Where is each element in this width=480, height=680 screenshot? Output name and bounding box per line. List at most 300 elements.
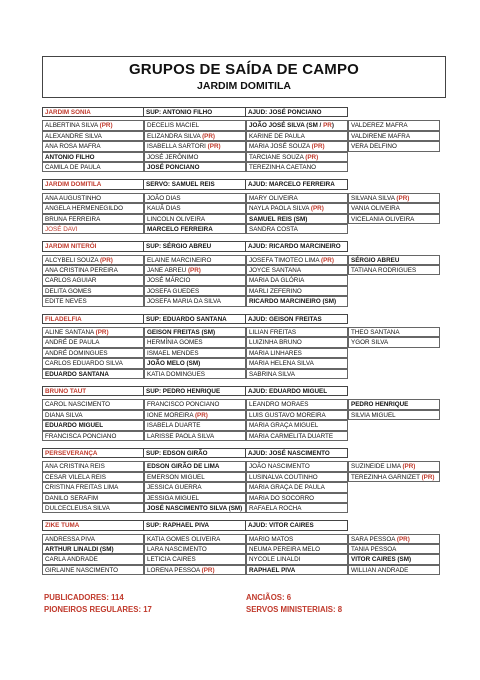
pioneer-tag: (PR) <box>320 256 334 264</box>
member-cell <box>42 296 144 306</box>
empty-cell <box>348 286 440 296</box>
member-name: KATIA DOMINGUES <box>147 370 205 378</box>
member-name: MARIA CARMELITA DUARTE <box>249 432 334 440</box>
empty-cell <box>348 369 440 379</box>
member-cell <box>144 214 246 224</box>
member-name: MARIA DA GLÓRIA <box>249 277 305 285</box>
member-cell <box>42 275 144 285</box>
member-name: LINCOLN OLIVEIRA <box>147 215 206 223</box>
empty-cell <box>348 358 440 368</box>
group-header-row <box>42 520 448 530</box>
member-name: GEISON FREITAS (SM) <box>147 329 216 337</box>
member-cell <box>42 554 144 564</box>
empty-cell <box>348 275 440 285</box>
pioneer-tag: (PR) <box>311 143 325 151</box>
member-cell <box>144 265 246 275</box>
member-cell <box>144 255 246 265</box>
member-row <box>42 120 448 130</box>
pioneer-tag: PR <box>323 122 332 130</box>
member-cell <box>348 141 440 151</box>
member-cell <box>42 461 144 471</box>
member-cell <box>144 193 246 203</box>
pioneer-tag: (PR) <box>421 473 435 481</box>
member-cell <box>246 327 348 337</box>
member-row <box>42 286 448 296</box>
member-cell <box>42 327 144 337</box>
member-cell <box>144 554 246 564</box>
member-cell <box>42 214 144 224</box>
publicadores-count: PUBLICADORES: 114 <box>44 593 124 602</box>
member-name: MARIO MATOS <box>249 535 294 543</box>
member-cell <box>144 296 246 306</box>
group-block <box>42 314 448 379</box>
member-cell <box>144 152 246 162</box>
member-name: LARISSE PAOLA SILVA <box>147 432 215 440</box>
member-cell <box>246 141 348 151</box>
pioneer-tag: (PR) <box>187 267 201 275</box>
group-name: BRUNO TAUT <box>42 386 144 396</box>
member-cell <box>348 410 440 420</box>
member-cell <box>144 348 246 358</box>
member-cell <box>42 131 144 141</box>
group-assistant: AJUD: GEISON FREITAS <box>246 314 348 324</box>
member-name: VANIA OLIVEIRA <box>351 205 400 213</box>
header-spacer <box>348 107 440 117</box>
member-cell <box>144 420 246 430</box>
pioneer-tag: (PR) <box>310 205 324 213</box>
member-cell <box>42 420 144 430</box>
member-cell <box>246 152 348 162</box>
member-row <box>42 534 448 544</box>
group-assistant: AJUD: RICARDO MARCINEIRO <box>246 241 348 251</box>
member-cell <box>246 399 348 409</box>
member-row <box>42 482 448 492</box>
member-name: ALCYBELI SOUZA <box>45 256 100 264</box>
member-cell <box>144 327 246 337</box>
member-cell <box>144 410 246 420</box>
member-name: MARLI ZEFERINO <box>249 287 302 295</box>
member-name: DIANA SILVA <box>45 411 83 419</box>
member-cell <box>42 152 144 162</box>
empty-cell <box>348 348 440 358</box>
member-name: FRANCISCA PONCIANO <box>45 432 117 440</box>
header-spacer <box>348 179 440 189</box>
member-cell <box>144 120 246 130</box>
member-row <box>42 265 448 275</box>
member-name: ANTONIO FILHO <box>45 153 95 161</box>
member-cell <box>42 348 144 358</box>
member-name: DULCECLEUSA SILVA <box>45 504 110 512</box>
member-name: LORENA PESSOA <box>147 566 202 574</box>
empty-cell <box>348 152 440 162</box>
group-block <box>42 107 448 172</box>
member-name: JOÃO NASCIMENTO <box>249 463 310 471</box>
member-row <box>42 141 448 151</box>
member-cell <box>348 565 440 575</box>
member-cell <box>246 493 348 503</box>
group-name: JARDIM SONIA <box>42 107 144 117</box>
member-name-end: ) <box>331 122 334 130</box>
member-name: SABRINA SILVA <box>249 370 295 378</box>
group-supervisor: SUP: RAPHAEL PIVA <box>144 520 246 530</box>
member-name: SARA PESSOA <box>351 535 397 543</box>
member-name: LUIZINHA BRUNO <box>249 339 302 347</box>
empty-cell <box>348 503 440 513</box>
member-name: SUZINEIDE LIMA <box>351 463 403 471</box>
member-name: RAFAELA ROCHA <box>249 504 302 512</box>
member-cell <box>348 399 440 409</box>
member-name: CAMILA DE PAULA <box>45 163 101 171</box>
member-cell <box>42 358 144 368</box>
member-name: MARY OLIVEIRA <box>249 194 298 202</box>
member-cell <box>42 265 144 275</box>
member-row <box>42 214 448 224</box>
member-row <box>42 337 448 347</box>
member-name: ANDRÉ DOMINGUES <box>45 349 108 357</box>
pioneer-tag: (PR) <box>305 153 319 161</box>
member-name: NYCOLE LINALDI <box>249 556 301 564</box>
member-cell <box>246 369 348 379</box>
member-name: JOSÉ PONCIANO <box>147 163 200 171</box>
member-name: JOYCE SANTANA <box>249 267 302 275</box>
member-cell <box>246 162 348 172</box>
member-cell <box>144 503 246 513</box>
member-cell <box>246 348 348 358</box>
member-name: CESAR VILELA REIS <box>45 473 106 481</box>
member-name: LUSINALVA COUTINHO <box>249 473 318 481</box>
member-name: ANA CRISTINA PEREIRA <box>45 267 118 275</box>
member-row <box>42 296 448 306</box>
member-name: SILVANA SILVA <box>351 194 397 202</box>
member-name: ELAINE MARCINEIRO <box>147 256 212 264</box>
pioneer-tag: (PR) <box>402 463 416 471</box>
group-block <box>42 448 448 513</box>
member-name: EMERSON MIGUEL <box>147 473 205 481</box>
member-name: JOSEFA TIMOTEO LIMA <box>249 256 321 264</box>
member-cell <box>42 141 144 151</box>
member-name: ANA AUGUSTINHO <box>45 194 101 202</box>
member-cell <box>42 565 144 575</box>
header-spacer <box>348 386 440 396</box>
member-name: JOSÉ DAVI <box>45 225 78 233</box>
member-row <box>42 327 448 337</box>
member-cell <box>348 554 440 564</box>
member-cell <box>348 544 440 554</box>
member-name: THEO SANTANA <box>351 329 400 337</box>
member-cell <box>144 472 246 482</box>
member-cell <box>246 214 348 224</box>
group-name: JARDIM DOMITILA <box>42 179 144 189</box>
member-row <box>42 544 448 554</box>
member-cell <box>42 286 144 296</box>
member-cell <box>42 255 144 265</box>
member-row <box>42 565 448 575</box>
member-cell <box>42 410 144 420</box>
member-cell <box>144 493 246 503</box>
member-name: LUIS GUSTAVO MOREIRA <box>249 411 326 419</box>
member-cell <box>144 286 246 296</box>
member-name: ANA ROSA MAFRA <box>45 143 101 151</box>
group-block <box>42 386 448 441</box>
group-block <box>42 179 448 234</box>
member-cell <box>42 369 144 379</box>
member-name: ALBERTINA SILVA <box>45 122 100 130</box>
member-cell <box>348 203 440 213</box>
member-name: WILLIAN ANDRADE <box>351 566 409 574</box>
member-name: ANGELA HERMENEGILDO <box>45 205 124 213</box>
group-name: ZIKE TUMA <box>42 520 144 530</box>
servos-count: SERVOS MINISTERIAIS: 8 <box>246 605 343 614</box>
member-name: JOSEFA GUEDES <box>147 287 200 295</box>
member-cell <box>144 162 246 172</box>
member-cell <box>42 120 144 130</box>
group-supervisor: SERVO: SAMUEL REIS <box>144 179 246 189</box>
member-cell <box>144 358 246 368</box>
member-name: MARCELO FERREIRA <box>147 225 213 233</box>
member-cell <box>144 224 246 234</box>
member-row <box>42 131 448 141</box>
member-name: JOÃO JOSÉ SILVA (SM / <box>249 122 324 130</box>
member-cell <box>42 482 144 492</box>
member-cell <box>246 275 348 285</box>
member-cell <box>42 337 144 347</box>
member-cell <box>348 337 440 347</box>
member-cell <box>144 369 246 379</box>
member-cell <box>144 431 246 441</box>
group-supervisor: SUP: SÉRGIO ABREU <box>144 241 246 251</box>
group-block <box>42 241 448 306</box>
member-name: JANE ABREU <box>147 267 188 275</box>
group-header-row <box>42 179 448 189</box>
member-cell <box>144 275 246 285</box>
member-name: TEREZINHA GARNIZET <box>351 473 422 481</box>
member-cell <box>42 503 144 513</box>
member-name: KARINE DE PAULA <box>249 132 305 140</box>
member-name: TARCIANE SOUZA <box>249 153 306 161</box>
member-cell <box>348 193 440 203</box>
member-name: JOSÉ MÁRCIO <box>147 277 191 285</box>
group-name: PERSEVERANÇA <box>42 448 144 458</box>
member-name: PEDRO HENRIQUE <box>351 401 409 409</box>
pioneiros-count: PIONEIROS REGULARES: 17 <box>44 605 152 614</box>
member-name: SÉRGIO ABREU <box>351 256 400 264</box>
group-assistant: AJUD: MARCELO FERREIRA <box>246 179 348 189</box>
member-cell <box>246 554 348 564</box>
empty-cell <box>348 431 440 441</box>
member-cell <box>246 534 348 544</box>
member-cell <box>246 461 348 471</box>
member-name: ANA CRISTINA REIS <box>45 463 105 471</box>
member-name: CARLOS EDUARDO SILVA <box>45 360 123 368</box>
title-box <box>42 56 446 98</box>
member-name: ALEXANDRE SILVA <box>45 132 102 140</box>
member-cell <box>348 472 440 482</box>
member-row <box>42 503 448 513</box>
member-name: JOÃO DIAS <box>147 194 181 202</box>
member-row <box>42 358 448 368</box>
member-cell <box>246 472 348 482</box>
anciaos-count: ANCIÃOS: 6 <box>246 593 292 602</box>
member-cell <box>144 565 246 575</box>
member-name: JOSÉ NASCIMENTO SILVA (SM) <box>147 504 243 512</box>
member-cell <box>42 534 144 544</box>
header-spacer <box>348 241 440 251</box>
member-name: IONE MOREIRA <box>147 411 195 419</box>
member-cell <box>246 296 348 306</box>
member-name: MARIA HELENA SILVA <box>249 360 314 368</box>
member-name: GIRLAINE NASCIMENTO <box>45 566 119 574</box>
member-row <box>42 152 448 162</box>
member-cell <box>246 565 348 575</box>
member-name: RAPHAEL PIVA <box>249 566 296 574</box>
pioneer-tag: (PR) <box>99 256 113 264</box>
member-name: LILIAN FREITAS <box>249 329 297 337</box>
member-name: DECELIS MACIEL <box>147 122 200 130</box>
member-name: CAROL NASCIMENTO <box>45 401 111 409</box>
member-name: EDUARDO SANTANA <box>45 370 109 378</box>
member-cell <box>144 482 246 492</box>
member-name: VALDEREZ MAFRA <box>351 122 408 130</box>
member-name: NAYLA PAOLA SILVA <box>249 205 311 213</box>
member-cell <box>348 131 440 141</box>
member-row <box>42 472 448 482</box>
pioneer-tag: (PR) <box>194 411 208 419</box>
member-cell <box>348 327 440 337</box>
member-cell <box>144 141 246 151</box>
member-row <box>42 493 448 503</box>
member-cell <box>246 265 348 275</box>
member-cell <box>246 337 348 347</box>
group-assistant: AJUD: EDUARDO MIGUEL <box>246 386 348 396</box>
member-cell <box>348 461 440 471</box>
member-name: VICELANIA OLIVEIRA <box>351 215 415 223</box>
member-cell <box>144 461 246 471</box>
empty-cell <box>348 224 440 234</box>
member-name: LARA NASCIMENTO <box>147 546 207 554</box>
member-name: EDITE NEVES <box>45 298 87 306</box>
member-name: MARIA DO SOCORRO <box>249 494 315 502</box>
member-name: MARIA GRAÇA MIGUEL <box>249 422 319 430</box>
member-name: FRANCISCO PONCIANO <box>147 401 220 409</box>
member-name: DANILO SERAFIM <box>45 494 99 502</box>
member-cell <box>144 399 246 409</box>
member-cell <box>246 193 348 203</box>
member-cell <box>246 358 348 368</box>
member-name: RICARDO MARCINEIRO (SM) <box>249 298 337 306</box>
member-cell <box>144 131 246 141</box>
member-name: CRISTINA FREITAS LIMA <box>45 484 119 492</box>
group-block <box>42 520 448 575</box>
member-name: ISMAEL MENDES <box>147 349 199 357</box>
group-header-row <box>42 107 448 117</box>
member-row <box>42 554 448 564</box>
group-assistant: AJUD: JOSÉ NASCIMENTO <box>246 448 348 458</box>
member-row <box>42 224 448 234</box>
group-assistant: AJUD: JOSÉ PONCIANO <box>246 107 348 117</box>
pioneer-tag: (PR) <box>207 143 221 151</box>
member-name: ELIZANDRA SILVA <box>147 132 203 140</box>
member-row <box>42 348 448 358</box>
member-cell <box>42 399 144 409</box>
member-name: HERMÍNIA GOMES <box>147 339 203 347</box>
member-name: VALDIRENE MAFRA <box>351 132 411 140</box>
member-cell <box>246 224 348 234</box>
group-header-row <box>42 241 448 251</box>
member-cell <box>348 120 440 130</box>
group-supervisor: SUP: ANTONIO FILHO <box>144 107 246 117</box>
member-name: JOÃO MELO (SM) <box>147 360 201 368</box>
member-cell <box>144 534 246 544</box>
member-cell <box>246 203 348 213</box>
member-name: YGOR SILVA <box>351 339 389 347</box>
member-row <box>42 369 448 379</box>
empty-cell <box>348 162 440 172</box>
group-name: FILADELFIA <box>42 314 144 324</box>
pioneer-tag: (PR) <box>201 566 215 574</box>
member-cell <box>42 203 144 213</box>
member-name: JOSEFA MARIA DA SILVA <box>147 298 221 306</box>
member-cell <box>348 255 440 265</box>
member-name: NEUMA PEREIRA MELO <box>249 546 321 554</box>
member-cell <box>42 224 144 234</box>
member-name: JESSICA GUERRA <box>147 484 202 492</box>
group-header-row <box>42 314 448 324</box>
member-name: CARLOS AGUIAR <box>45 277 97 285</box>
member-cell <box>246 120 348 130</box>
member-cell <box>42 162 144 172</box>
member-name: KAUÃ DIAS <box>147 205 181 213</box>
page-title: GRUPOS DE SAÍDA DE CAMPO <box>128 61 360 78</box>
member-cell <box>246 431 348 441</box>
group-header-row <box>42 386 448 396</box>
member-row <box>42 431 448 441</box>
member-cell <box>246 131 348 141</box>
member-cell <box>348 534 440 544</box>
pioneer-tag: (PR) <box>396 194 410 202</box>
member-name: ISABELA DUARTE <box>147 422 201 430</box>
member-name: ALINE SANTANA <box>45 329 96 337</box>
member-name: TANIA PESSOA <box>351 546 397 554</box>
member-name: JOSÉ JERÔNIMO <box>147 153 199 161</box>
empty-cell <box>348 482 440 492</box>
member-cell <box>42 544 144 554</box>
member-cell <box>144 544 246 554</box>
member-cell <box>42 193 144 203</box>
member-cell <box>246 410 348 420</box>
member-name: LEANDRO MORAES <box>249 401 309 409</box>
member-name: TEREZINHA CAETANO <box>249 163 317 171</box>
member-name: JESSIGA MIGUEL <box>147 494 200 502</box>
pioneer-tag: (PR) <box>396 535 410 543</box>
member-cell <box>144 203 246 213</box>
member-name: ARTHUR LINALDI (SM) <box>45 546 114 554</box>
member-name: EDUARDO MIGUEL <box>45 422 104 430</box>
empty-cell <box>348 493 440 503</box>
member-row <box>42 193 448 203</box>
member-name: SILVIA MIGUEL <box>351 411 396 419</box>
header-spacer <box>348 448 440 458</box>
member-name: KATIA GOMES OLIVEIRA <box>147 535 221 543</box>
member-cell <box>348 265 440 275</box>
member-name: LETICIA CAIRES <box>147 556 196 564</box>
member-cell <box>348 214 440 224</box>
member-row <box>42 203 448 213</box>
member-name: MARIA LINHARES <box>249 349 302 357</box>
group-supervisor: SUP: EDSON GIRÃO <box>144 448 246 458</box>
member-name: VERA DELFINO <box>351 143 397 151</box>
member-cell <box>42 493 144 503</box>
member-cell <box>246 255 348 265</box>
